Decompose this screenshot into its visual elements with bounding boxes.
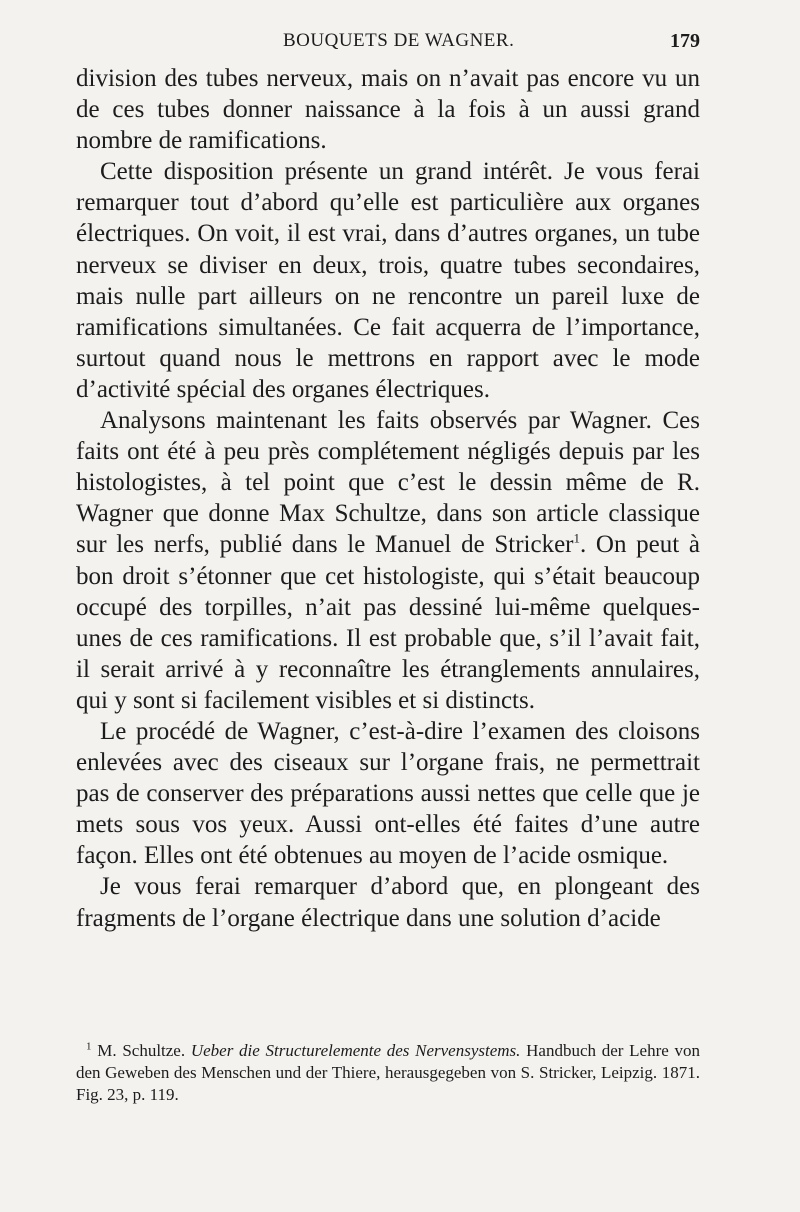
paragraph-continued: division des tubes nerveux, mais on n’avait pas encore vu un de ces tubes donner naissance à la fois à un aussi grand nombre de ramifications.	[76, 65, 700, 155]
footnote-author: M. Schultze.	[97, 1041, 186, 1060]
paragraph-text: Analysons maintenant les faits observés par Wagner. Ces faits ont été à peu près complétement négligés depuis par les histologistes, à tel point que c’est le dessin même de R. Wagner que donne Max Schultze, dans son article classique sur les nerfs, publié dans le Manuel de Stricker	[76, 407, 700, 559]
running-title: BOUQUETS DE WAGNER.	[283, 30, 515, 51]
footnote-reference[interactable]: 1	[573, 531, 580, 547]
paragraph: Cette disposition présente un grand intérêt. Je vous ferai remarquer tout d’abord qu’elle est particulière aux organes électriques. On voit, il est vrai, dans d’autres organes, un tube nerveux se diviser en deux, trois, quatre tubes secondaires, mais nulle part ailleurs on ne rencontre un pareil luxe de ramifications simultanées. Ce fait acquerra de l’importance, surtout quand nous le mettrons en rapport avec le mode d’activité spécial des organes électriques.	[76, 158, 700, 403]
body-text	[76, 63, 700, 934]
paragraph: Le procédé de Wagner, c’est-à-dire l’examen des cloisons enlevées avec des ciseaux sur l’organe frais, ne permettrait pas de conserver des préparations aussi nettes que celle que je mets sous vos yeux. Aussi ont-elles été faites d’une autre façon. Elles ont été obtenues au moyen de l’acide osmique.	[76, 717, 700, 870]
paragraph: Je vous ferai remarquer d’abord que, en plongeant des fragments de l’organe électrique dans une solution d’acide	[76, 873, 700, 932]
page-number: 179	[670, 30, 700, 52]
footnote-text: Handbuch der Lehre von den Geweben des Menschen und der Thiere, herausgegeben von S. Stricker, Leipzig. 1871. Fig. 23, p. 119.	[76, 1041, 701, 1104]
footnote-title: Ueber die Structurelemente des Nervensystems.	[190, 1041, 521, 1060]
footnote	[76, 1040, 700, 1106]
footnotes	[76, 1040, 700, 1106]
paragraph	[76, 405, 700, 716]
paragraph-text: . On peut à bon droit s’étonner que cet histologiste, qui s’était beaucoup occupé des torpilles, n’ait pas dessiné lui-même quelques-unes de ces ramifications. Il est probable que, s’il l’avait fait, il serait arrivé à y reconnaître les étranglements annulaires, qui y sont si facilement visibles et si distincts.	[76, 531, 700, 714]
footnote-mark: 1	[86, 1040, 92, 1053]
running-head	[76, 30, 700, 60]
